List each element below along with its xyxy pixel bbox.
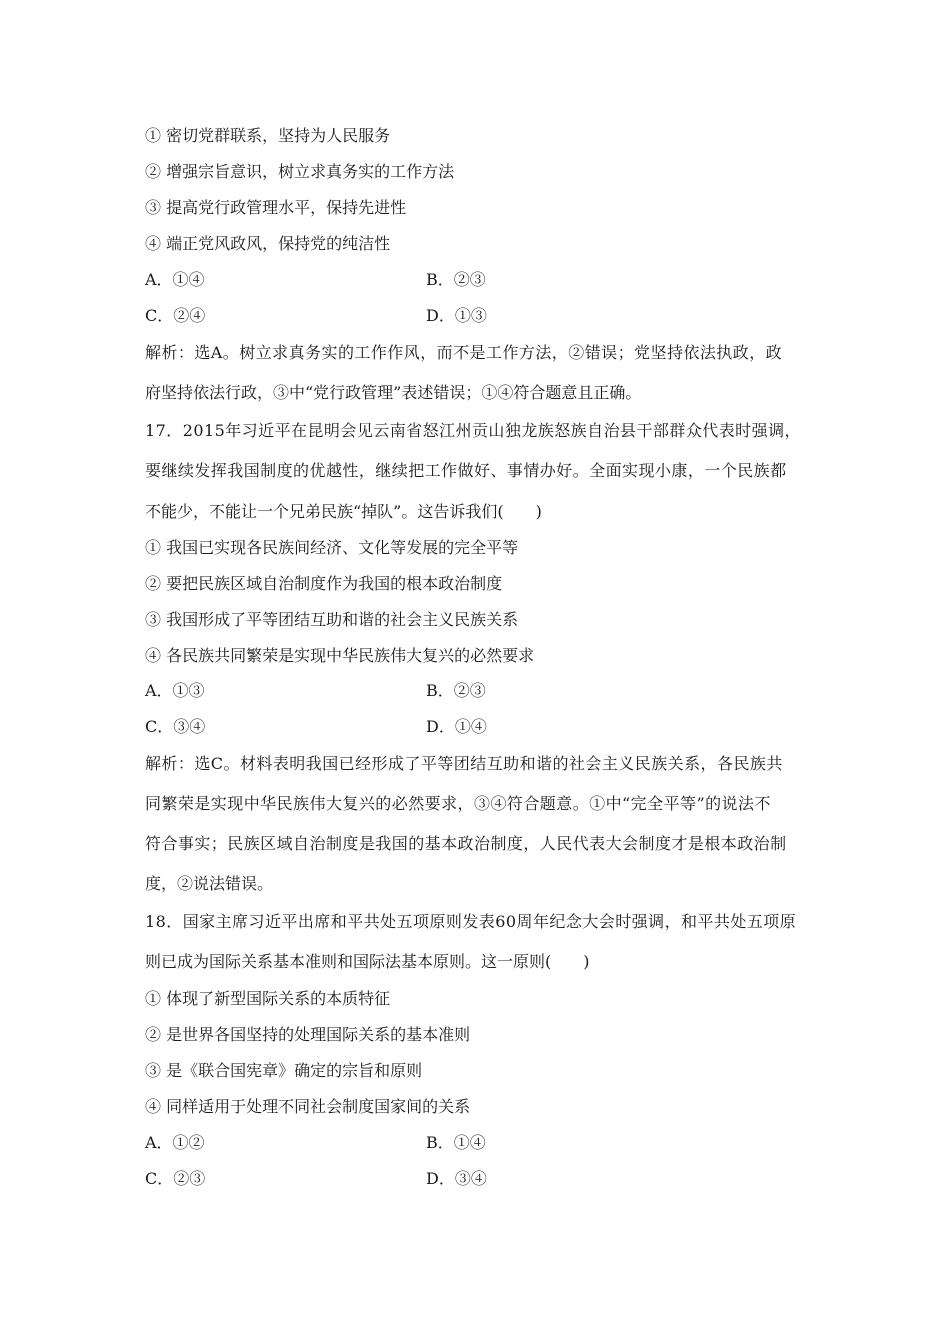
q17-analysis-line-1: 解析：选C。材料表明我国已经形成了平等团结互助和谐的社会主义民族关系，各民族共 xyxy=(145,754,783,773)
q16-choice-1: ① 密切党群联系，坚持为人民服务 xyxy=(145,126,391,145)
q17-choice-1: ① 我国已实现各民族间经济、文化等发展的完全平等 xyxy=(145,538,519,557)
q18-choice-1: ① 体现了新型国际关系的本质特征 xyxy=(145,989,391,1008)
q18-choice-3: ③ 是《联合国宪章》确定的宗旨和原则 xyxy=(145,1061,423,1080)
q18-stem-line-1: 18．国家主席习近平出席和平共处五项原则发表60周年纪念大会时强调，和平共处五项原 xyxy=(145,912,797,931)
q18-choice-4: ④ 同样适用于处理不同社会制度国家间的关系 xyxy=(145,1097,471,1116)
q16-option-d: D．①③ xyxy=(426,306,487,325)
q17-option-d: D．①④ xyxy=(426,717,487,736)
q17-option-a: A．①③ xyxy=(145,681,205,700)
q16-option-c: C．②④ xyxy=(145,306,206,325)
q17-choice-4: ④ 各民族共同繁荣是实现中华民族伟大复兴的必然要求 xyxy=(145,646,535,665)
q17-stem-line-1: 17．2015年习近平在昆明会见云南省怒江州贡山独龙族怒族自治县干部群众代表时强调， xyxy=(145,421,801,440)
q17-analysis-line-4: 度，②说法错误。 xyxy=(145,874,274,893)
q17-option-c: C．③④ xyxy=(145,717,206,736)
q18-option-a: A．①② xyxy=(145,1133,205,1152)
q16-choice-4: ④ 端正党风政风，保持党的纯洁性 xyxy=(145,234,391,253)
q18-stem-line-2: 则已成为国际关系基本准则和国际法基本原则。这一原则( ) xyxy=(145,952,590,971)
q16-option-a: A．①④ xyxy=(145,270,205,289)
q17-analysis-line-3: 符合事实；民族区域自治制度是我国的基本政治制度，人民代表大会制度才是根本政治制 xyxy=(145,834,787,853)
q18-option-c: C．②③ xyxy=(145,1169,206,1188)
q17-option-b: B．②③ xyxy=(426,681,486,700)
q17-choice-2: ② 要把民族区域自治制度作为我国的根本政治制度 xyxy=(145,574,503,593)
q18-choice-2: ② 是世界各国坚持的处理国际关系的基本准则 xyxy=(145,1025,471,1044)
q16-choice-3: ③ 提高党行政管理水平，保持先进性 xyxy=(145,198,407,217)
q17-stem-line-2: 要继续发挥我国制度的优越性，继续把工作做好、事情办好。全面实现小康，一个民族都 xyxy=(145,461,787,480)
q16-choice-2: ② 增强宗旨意识，树立求真务实的工作方法 xyxy=(145,162,455,181)
q17-stem-line-3: 不能少，不能让一个兄弟民族“掉队”。这告诉我们( ) xyxy=(145,502,542,521)
q16-option-b: B．②③ xyxy=(426,270,486,289)
q16-analysis-line-1: 解析：选A。树立求真务实的工作作风，而不是工作方法，②错误；党坚持依法执政，政 xyxy=(145,343,783,362)
q16-analysis-line-2: 府坚持依法行政，③中“党行政管理”表述错误；①④符合题意且正确。 xyxy=(145,383,642,402)
q17-analysis-line-2: 同繁荣是实现中华民族伟大复兴的必然要求，③④符合题意。①中“完全平等”的说法不 xyxy=(145,794,771,813)
q18-option-b: B．①④ xyxy=(426,1133,486,1152)
q18-option-d: D．③④ xyxy=(426,1169,487,1188)
q17-choice-3: ③ 我国形成了平等团结互助和谐的社会主义民族关系 xyxy=(145,610,519,629)
